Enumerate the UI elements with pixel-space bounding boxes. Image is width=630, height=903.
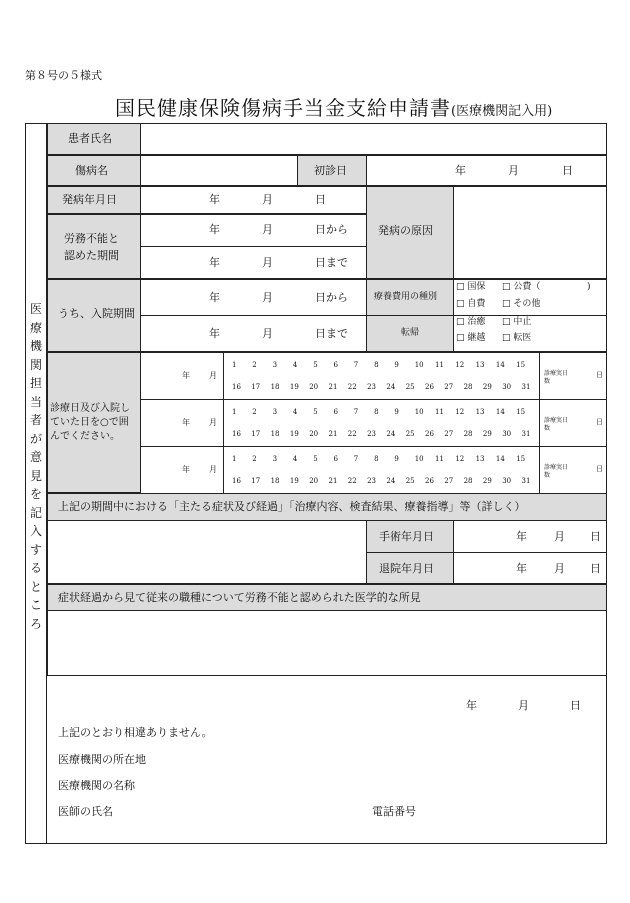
calendar-day[interactable]: 10 [414,408,424,416]
opinion-field[interactable] [47,610,607,676]
cost-option-kouhi-close: ) [587,282,591,292]
calendar-day[interactable]: 16 [232,477,241,485]
footer-day: 日 [570,699,581,712]
calendar-day[interactable]: 29 [482,430,492,438]
doctor-name-label: 医師の氏名 [58,805,113,818]
calendar-day[interactable]: 26 [425,477,434,485]
onset-cause-label: 発病の原因 [378,224,433,237]
symptoms-header: 上記の期間中における「主たる症状及び経過」「治療内容、検査結果、療養指導」等（詳しく） [58,500,526,513]
calendar-day[interactable]: 20 [309,383,319,391]
onset-month: 月 [262,193,273,206]
phone-label: 電話番号 [372,805,416,818]
onset-day: 日 [315,193,326,206]
illness-field[interactable] [140,155,298,186]
calendar-day[interactable]: 5 [313,455,318,463]
address-label: 医療機関の所在地 [58,753,146,766]
calendar-day[interactable]: 7 [353,408,359,416]
calendar-day[interactable]: 28 [463,383,473,391]
cost-option-jihi[interactable]: □ 自費 [456,299,486,309]
outcome-option-stopped[interactable]: □ 中止 [502,317,532,327]
visit-count-day-unit: 日 [596,418,603,426]
calendar-day[interactable]: 1 [232,361,237,369]
cost-option-other[interactable]: □ その他 [502,299,541,309]
first-visit-year: 年 [455,164,466,177]
calendar-day[interactable]: 19 [289,383,299,391]
calendar-day[interactable]: 4 [292,361,298,369]
calendar-day[interactable]: 11 [435,361,444,369]
calendar-day[interactable]: 13 [475,455,485,463]
calendar-day[interactable]: 15 [516,408,526,416]
calendar-day[interactable]: 18 [270,477,280,485]
cost-type-label: 療養費用の種別 [374,292,438,302]
calendar-day[interactable]: 8 [374,361,379,369]
calendar-day[interactable]: 25 [405,477,415,485]
visit-count-label: 診療実日数 [544,417,569,432]
symptoms-field[interactable] [47,520,367,584]
calendar-day[interactable]: 8 [374,408,379,416]
calendar-day[interactable]: 20 [309,430,319,438]
calendar-day[interactable]: 5 [313,408,318,416]
calendar-day[interactable]: 27 [444,383,454,391]
calendar-day[interactable]: 6 [333,361,338,369]
calendar-day[interactable]: 22 [347,430,357,438]
opinion-header: 症状経過から見て従来の職種について労務不能と認められた医学的な所見 [58,591,421,604]
patient-name-field[interactable] [140,123,607,155]
calendar-day[interactable]: 14 [495,408,505,416]
calendar-day[interactable]: 5 [313,361,318,369]
wi-until-day: 日まで [315,256,348,269]
calendar-day[interactable]: 9 [394,455,399,463]
calendar-day[interactable]: 30 [502,430,512,438]
calendar-day[interactable]: 14 [495,455,505,463]
form-title [115,92,552,121]
illness-label: 傷病名 [75,164,108,177]
calendar-day[interactable]: 10 [414,455,424,463]
calendar-day[interactable]: 3 [272,361,278,369]
calendar-day[interactable]: 2 [252,361,257,369]
calendar-day[interactable]: 22 [347,383,357,391]
calendar-days-cell[interactable] [223,352,540,400]
hosp-until-year: 年 [209,327,220,340]
calendar-day[interactable]: 23 [367,430,377,438]
side-label: 医療機関担当者が意見を記入するところ [29,302,42,631]
calendar-day[interactable]: 21 [328,430,338,438]
first-visit-label: 初診日 [314,164,347,177]
calendar-day[interactable]: 23 [367,477,377,485]
visit-days-label-1: 診療日及び入院し [50,403,130,414]
outcome-option-transfer[interactable]: □ 転医 [502,333,532,343]
wi-from-month: 月 [262,223,273,236]
first-visit-month: 月 [508,164,519,177]
calendar-day[interactable]: 15 [516,361,526,369]
outcome-option-continued[interactable]: □ 継越 [456,333,486,343]
onset-cause-field[interactable] [453,186,607,279]
outcome-label: 転帰 [401,328,420,338]
onset-year: 年 [209,193,220,206]
calendar-day[interactable]: 2 [252,408,257,416]
hosp-until-month: 月 [262,327,273,340]
form-title-main: 国民健康保険傷病手当金支給申請書 [115,96,451,120]
calendar-month-unit: 月 [209,418,217,427]
calendar-day[interactable]: 13 [475,361,485,369]
calendar-day[interactable]: 15 [516,455,526,463]
calendar-day[interactable]: 22 [347,477,357,485]
calendar-day[interactable]: 17 [251,477,261,485]
wi-until-year: 年 [209,256,220,269]
calendar-day[interactable]: 20 [309,477,319,485]
calendar-day[interactable]: 30 [502,383,512,391]
discharge-label: 退院年月日 [379,562,434,575]
visit-count-day-unit: 日 [596,465,603,473]
calendar-day[interactable]: 19 [289,477,299,485]
certify-text: 上記のとおり相違ありません。 [58,726,213,739]
surgery-date-field[interactable] [453,520,607,553]
surgery-month: 月 [554,530,565,543]
hospitalization-label: うち、入院期間 [58,307,135,320]
calendar-month-unit: 月 [209,465,217,474]
calendar-day[interactable]: 27 [444,477,454,485]
first-visit-day: 日 [562,164,573,177]
calendar-day[interactable]: 10 [414,361,424,369]
calendar-day[interactable]: 4 [292,455,298,463]
calendar-day[interactable]: 18 [270,383,280,391]
cost-option-kouhi[interactable]: □ 公費（ [502,282,541,292]
work-incapacity-label-2: 認めた期間 [64,249,119,262]
calendar-day[interactable]: 6 [333,408,338,416]
hosp-until-day: 日まで [315,327,348,340]
calendar-day[interactable]: 31 [521,477,531,485]
wi-from-day: 日から [315,223,348,236]
calendar-day[interactable]: 9 [394,408,399,416]
calendar-day[interactable]: 12 [455,361,465,369]
wi-from-year: 年 [209,223,220,236]
outcome-option-cured[interactable]: □ 治癒 [456,317,486,327]
form-title-sub: (医療機関記入用) [451,104,553,119]
calendar-year-unit: 年 [182,418,190,427]
calendar-day[interactable]: 21 [328,477,338,485]
discharge-day: 日 [590,562,601,575]
calendar-day[interactable]: 17 [251,430,261,438]
cost-option-kokuho[interactable]: □ 国保 [456,282,486,292]
surgery-year: 年 [516,530,527,543]
calendar-day[interactable]: 12 [455,455,465,463]
calendar-day[interactable]: 31 [521,383,531,391]
calendar-day[interactable]: 2 [252,455,257,463]
visit-count-day-unit: 日 [596,371,603,379]
calendar-day[interactable]: 11 [435,455,444,463]
hosp-from-year: 年 [209,291,220,304]
patient-name-label: 患者氏名 [68,132,112,145]
calendar-day[interactable]: 30 [502,477,512,485]
calendar-month-unit: 月 [209,371,217,380]
calendar-days-cell[interactable] [223,399,540,447]
calendar-day[interactable]: 12 [455,408,465,416]
calendar-day[interactable]: 7 [353,361,359,369]
calendar-day[interactable]: 26 [425,430,434,438]
discharge-year: 年 [516,562,527,575]
calendar-days-cell[interactable] [223,446,540,494]
calendar-day[interactable]: 3 [272,408,278,416]
calendar-day[interactable]: 1 [232,455,237,463]
calendar-day[interactable]: 31 [521,430,531,438]
calendar-day[interactable]: 23 [367,383,377,391]
wi-until-month: 月 [262,256,273,269]
hosp-from-day: 日から [315,291,348,304]
surgery-label: 手術年月日 [379,530,434,543]
calendar-day[interactable]: 4 [292,408,298,416]
form-code: 第８号の５様式 [25,69,102,82]
institution-name-label: 医療機関の名称 [58,779,135,792]
calendar-day[interactable]: 29 [482,383,492,391]
visit-days-label-2: ていた日を○で囲 [50,417,129,428]
calendar-day[interactable]: 28 [463,477,473,485]
calendar-day[interactable]: 29 [482,477,492,485]
calendar-day[interactable]: 8 [374,455,379,463]
visit-count-label: 診療実日数 [544,370,569,385]
calendar-year-unit: 年 [182,465,190,474]
work-incapacity-label-1: 労務不能と [64,232,119,245]
calendar-day[interactable]: 25 [405,430,415,438]
hosp-from-month: 月 [262,291,273,304]
calendar-day[interactable]: 6 [333,455,338,463]
onset-label: 発病年月日 [62,193,117,206]
calendar-day[interactable]: 1 [232,408,237,416]
calendar-day[interactable]: 24 [386,477,396,485]
calendar-day[interactable]: 13 [475,408,485,416]
calendar-day[interactable]: 3 [272,455,278,463]
calendar-day[interactable]: 14 [495,361,505,369]
calendar-day[interactable]: 26 [425,383,434,391]
discharge-month: 月 [554,562,565,575]
calendar-day[interactable]: 24 [386,430,396,438]
visit-days-label-3: んでください。 [50,431,120,442]
calendar-day[interactable]: 17 [251,383,261,391]
calendar-day[interactable]: 9 [394,361,399,369]
calendar-day[interactable]: 11 [435,408,444,416]
surgery-day: 日 [590,530,601,543]
calendar-day[interactable]: 19 [289,430,299,438]
calendar-day[interactable]: 16 [232,430,241,438]
calendar-day[interactable]: 7 [353,455,359,463]
calendar-day[interactable]: 24 [386,383,396,391]
calendar-day[interactable]: 25 [405,383,415,391]
calendar-day[interactable]: 27 [444,430,454,438]
calendar-day[interactable]: 18 [270,430,280,438]
discharge-date-field[interactable] [453,552,607,584]
footer-year: 年 [466,699,477,712]
calendar-day[interactable]: 21 [328,383,338,391]
visit-count-label: 診療実日数 [544,464,569,479]
calendar-year-unit: 年 [182,371,190,380]
calendar-day[interactable]: 16 [232,383,241,391]
calendar-day[interactable]: 28 [463,430,473,438]
onset-date-field[interactable] [140,186,367,214]
work-incapacity-label-cell [47,214,141,279]
footer-month: 月 [518,699,529,712]
